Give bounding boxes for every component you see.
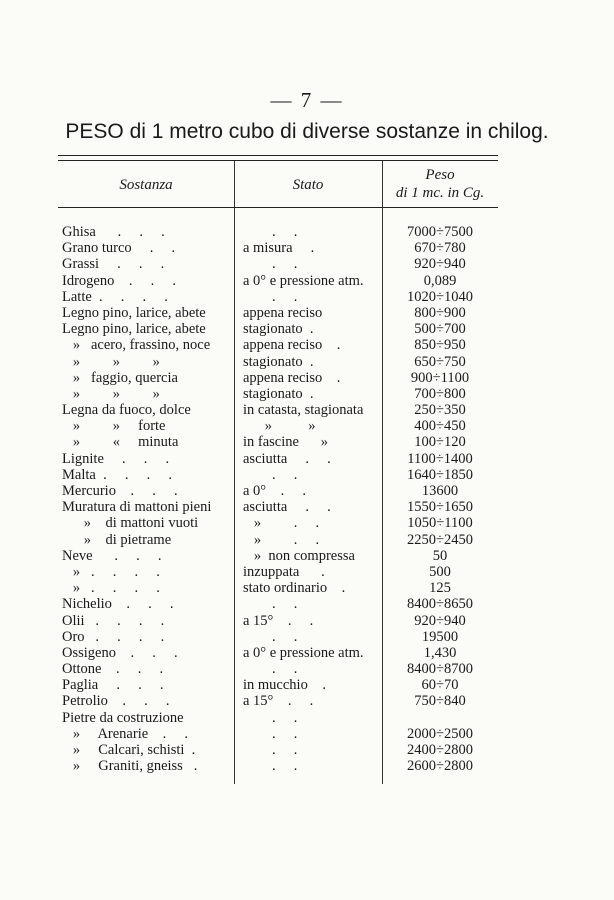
table-top-rule: [58, 155, 498, 156]
cell-sostanza: » Graniti, gneiss .: [62, 758, 198, 775]
cell-stato: . .: [243, 709, 298, 726]
cell-stato: a 0° e pressione atm.: [243, 644, 364, 661]
table-row: [0, 418, 614, 434]
table-row: [0, 596, 614, 612]
cell-peso: 700÷800: [414, 385, 466, 402]
cell-stato: . .: [243, 661, 298, 678]
cell-sostanza: Oro . . . .: [62, 628, 165, 645]
cell-peso: 800÷900: [414, 304, 466, 321]
cell-stato: asciutta . .: [243, 450, 331, 467]
table-row: [0, 613, 614, 629]
cell-stato: appena reciso .: [243, 369, 341, 386]
cell-sostanza: Pietre da costruzione: [62, 709, 184, 726]
cell-stato: » . .: [243, 531, 320, 548]
cell-sostanza: Idrogeno . . .: [62, 272, 176, 289]
cell-stato: a 0° e pressione atm.: [243, 272, 364, 289]
cell-sostanza: » di pietrame: [62, 531, 172, 548]
cell-sostanza: Ossigeno . . .: [62, 644, 178, 661]
cell-stato: stagionato .: [243, 353, 314, 370]
cell-peso: 500÷700: [414, 321, 466, 338]
cell-stato: . .: [243, 288, 298, 305]
table-top-rule-inner: [58, 160, 498, 161]
table-row: [0, 629, 614, 645]
table-row: [0, 321, 614, 337]
cell-sostanza: Nichelio . . .: [62, 596, 174, 613]
cell-sostanza: Mercurio . . .: [62, 483, 178, 499]
table-row: [0, 677, 614, 693]
cell-peso: 750÷840: [414, 693, 466, 710]
table-row: [0, 548, 614, 564]
cell-stato: a 15° . .: [243, 612, 314, 629]
cell-peso: 60÷70: [421, 677, 459, 694]
cell-stato: stagionato .: [243, 385, 314, 402]
cell-sostanza: » » »: [62, 353, 160, 370]
cell-stato: . .: [243, 224, 298, 240]
cell-stato: stato ordinario .: [243, 580, 346, 597]
cell-stato: » »: [243, 418, 316, 435]
table-row: [0, 726, 614, 742]
cell-stato: in fascine »: [243, 434, 328, 451]
cell-stato: » . .: [243, 515, 320, 532]
cell-peso: 1100÷1400: [407, 450, 473, 467]
cell-peso: 900÷1100: [410, 369, 470, 386]
table-row: [0, 289, 614, 305]
cell-peso: 50: [432, 547, 448, 564]
table-row: [0, 256, 614, 272]
cell-peso: 8400÷8700: [407, 661, 473, 678]
cell-peso: 13600: [421, 483, 459, 499]
cell-stato: . .: [243, 758, 298, 775]
cell-stato: . .: [243, 742, 298, 758]
cell-stato: inzuppata .: [243, 563, 325, 580]
table-row: [0, 337, 614, 353]
cell-sostanza: Neve . . .: [62, 547, 162, 564]
table-row: [0, 386, 614, 402]
cell-stato: . .: [243, 466, 298, 483]
table-row: [0, 693, 614, 709]
header-stato: Stato: [292, 177, 324, 193]
table-row: [0, 354, 614, 370]
page-number: — 7 —: [270, 88, 344, 112]
cell-peso: 1,430: [423, 644, 457, 661]
header-peso-line1: Peso: [425, 167, 455, 183]
cell-stato: » non compressa: [243, 547, 355, 564]
cell-peso: 1020÷1040: [407, 288, 473, 305]
cell-sostanza: » di mattoni vuoti: [62, 515, 199, 532]
cell-sostanza: Olii . . . .: [62, 612, 165, 629]
cell-sostanza: Lignite . . .: [62, 450, 170, 467]
cell-stato: a misura .: [243, 240, 315, 257]
header-peso-line2: di 1 mc. in Cg.: [395, 185, 485, 201]
table-row: [0, 564, 614, 580]
cell-sostanza: Petrolio . . .: [62, 693, 170, 710]
cell-peso: 920÷940: [414, 612, 466, 629]
cell-peso: 2000÷2500: [407, 725, 473, 742]
table-row: [0, 224, 614, 240]
header-peso: [382, 166, 498, 202]
cell-stato: . .: [243, 596, 298, 613]
cell-sostanza: » faggio, quercia: [62, 369, 178, 386]
cell-peso: 850÷950: [414, 337, 466, 354]
cell-stato: appena reciso .: [243, 337, 341, 354]
cell-peso: 400÷450: [414, 418, 466, 435]
table-row: [0, 467, 614, 483]
table-row: [0, 402, 614, 418]
cell-sostanza: Ghisa . . .: [62, 224, 165, 240]
cell-stato: stagionato .: [243, 321, 314, 338]
cell-sostanza: Legno pino, larice, abete: [62, 304, 206, 321]
cell-sostanza: » . . . .: [62, 580, 160, 597]
table-row: [0, 661, 614, 677]
cell-peso: 0,089: [423, 272, 457, 289]
cell-peso: 125: [429, 580, 451, 597]
cell-peso: 650÷750: [414, 353, 466, 370]
table-row: [0, 483, 614, 499]
cell-stato: a 0° . .: [243, 483, 306, 499]
table-row: [0, 710, 614, 726]
cell-sostanza: Latte . . . .: [62, 288, 168, 305]
cell-stato: in mucchio .: [243, 677, 326, 694]
cell-peso: 250÷350: [414, 402, 466, 419]
cell-stato: . .: [243, 256, 298, 273]
table-row: [0, 645, 614, 661]
cell-sostanza: » . . . .: [62, 563, 160, 580]
table-row: [0, 434, 614, 450]
cell-sostanza: Grano turco . .: [62, 240, 176, 257]
cell-peso: 8400÷8650: [407, 596, 473, 613]
cell-peso: 920÷940: [414, 256, 466, 273]
table-row: [0, 742, 614, 758]
cell-sostanza: Muratura di mattoni pieni: [62, 499, 212, 516]
cell-sostanza: » acero, frassino, noce: [62, 337, 211, 354]
cell-sostanza: » » »: [62, 385, 160, 402]
table-row: [0, 515, 614, 531]
cell-sostanza: » « minuta: [62, 434, 179, 451]
header-sostanza: Sostanza: [119, 177, 173, 193]
cell-peso: 1550÷1650: [407, 499, 473, 516]
cell-peso: 2600÷2800: [407, 758, 473, 775]
cell-sostanza: » Arenarie . .: [62, 725, 189, 742]
cell-sostanza: Paglia . . .: [62, 677, 164, 694]
cell-sostanza: Ottone . . .: [62, 661, 164, 678]
cell-stato: . .: [243, 628, 298, 645]
table-row: [0, 240, 614, 256]
table-row: [0, 273, 614, 289]
cell-peso: 2250÷2450: [407, 531, 473, 548]
cell-sostanza: Legna da fuoco, dolce: [62, 402, 191, 419]
table-row: [0, 451, 614, 467]
cell-stato: appena reciso: [243, 304, 323, 321]
cell-stato: asciutta . .: [243, 499, 331, 516]
cell-peso: 7000÷7500: [407, 224, 473, 240]
cell-peso: 500: [429, 563, 451, 580]
table-row: [0, 305, 614, 321]
cell-sostanza: Grassi . . .: [62, 256, 165, 273]
page-title: PESO di 1 metro cubo di diverse sostanze in chilog.: [65, 120, 549, 143]
cell-sostanza: » » forte: [62, 418, 166, 435]
cell-peso: 2400÷2800: [407, 742, 473, 758]
cell-peso: 1640÷1850: [407, 466, 473, 483]
table-row: [0, 580, 614, 596]
cell-peso: 19500: [421, 628, 459, 645]
table-row: [0, 499, 614, 515]
table-row: [0, 758, 614, 774]
cell-stato: . .: [243, 725, 298, 742]
cell-sostanza: » Calcari, schisti .: [62, 742, 196, 758]
cell-peso: 1050÷1100: [407, 515, 473, 532]
table-row: [0, 370, 614, 386]
table-body: [0, 224, 614, 774]
cell-stato: a 15° . .: [243, 693, 314, 710]
cell-sostanza: Legno pino, larice, abete: [62, 321, 206, 338]
table-row: [0, 532, 614, 548]
cell-stato: in catasta, stagionata: [243, 402, 364, 419]
cell-peso: 100÷120: [414, 434, 466, 451]
cell-peso: 670÷780: [414, 240, 466, 257]
table-header-rule: [58, 207, 498, 208]
cell-sostanza: Malta . . . .: [62, 466, 172, 483]
